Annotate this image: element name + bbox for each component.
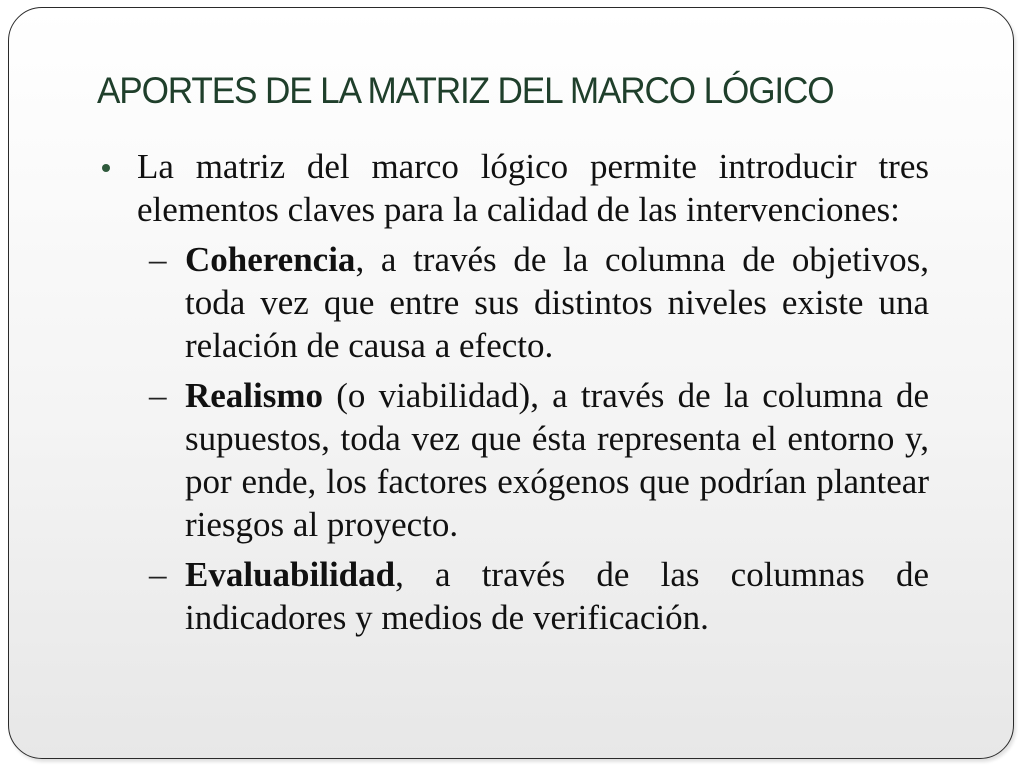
dash-bullet-icon: – xyxy=(149,240,167,279)
slide-frame xyxy=(8,7,1014,759)
evaluabilidad-description: , a través de las columnas de indicadores y medios de verificación. xyxy=(185,555,929,637)
round-bullet-icon xyxy=(102,164,110,172)
slide-content xyxy=(137,145,929,646)
sub-bullet-item-evaluabilidad xyxy=(149,553,929,639)
dash-bullet-icon: – xyxy=(149,555,167,594)
term-coherencia: Coherencia xyxy=(185,240,356,279)
sub-bullet-item-realismo xyxy=(149,374,929,546)
slide-title: APORTES DE LA MATRIZ DEL MARCO LÓGICO xyxy=(97,70,834,111)
sub-bullet-item-coherencia xyxy=(149,238,929,367)
sub-bullet-list xyxy=(149,238,929,639)
term-evaluabilidad: Evaluabilidad xyxy=(185,555,396,594)
coherencia-description: , a través de la columna de objetivos, toda vez que entre sus distintos niveles existe una relación de causa a efecto. xyxy=(185,240,929,365)
term-realismo: Realismo xyxy=(185,376,324,415)
dash-bullet-icon: – xyxy=(149,376,167,415)
realismo-description: (o viabilidad), a través de la columna de supuestos, toda vez que ésta representa el entorno y, por ende, los factores exógenos que podrían plantear riesgos al proyecto. xyxy=(185,376,929,544)
main-bullet-text: La matriz del marco lógico permite introducir tres elementos claves para la calidad de las intervenciones: xyxy=(137,147,929,229)
main-bullet-item xyxy=(137,145,929,231)
